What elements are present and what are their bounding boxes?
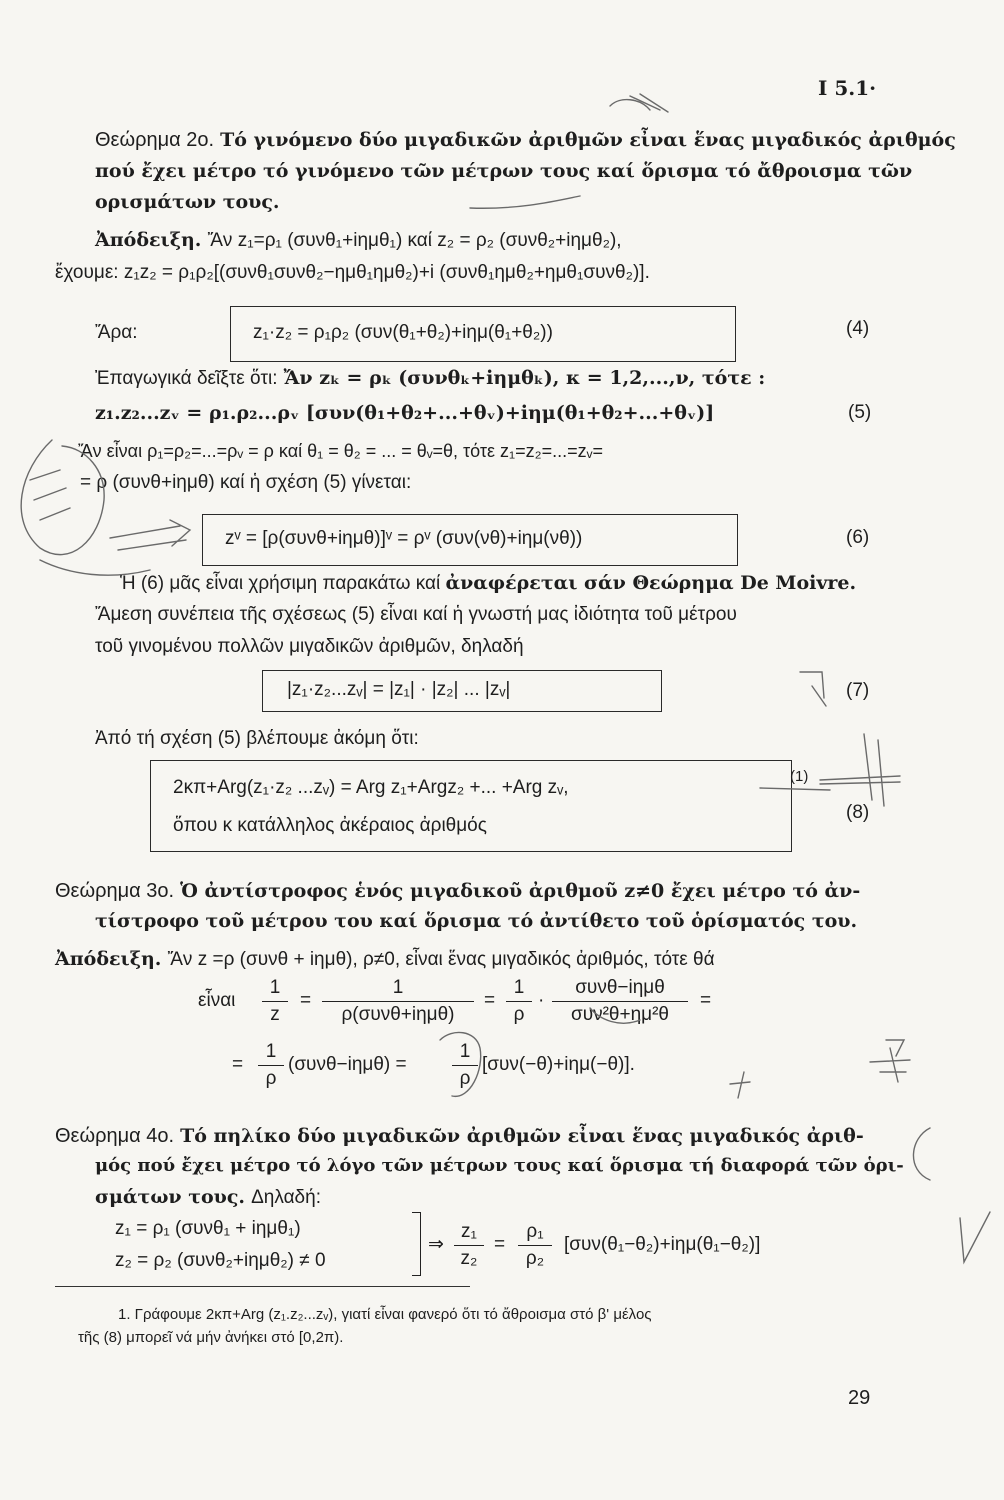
margin-scribble xyxy=(40,560,150,575)
margin-scribble xyxy=(590,1008,640,1023)
fraction-denominator: z xyxy=(270,1004,280,1025)
z2-definition: z₂ = ρ₂ (συνθ₂+iημθ₂) ≠ 0 xyxy=(115,1250,326,1271)
equals-sign: = xyxy=(700,990,712,1011)
relation-line: Ἀπό τή σχέση (5) βλέπουμε ἀκόμη ὅτι: xyxy=(95,728,419,749)
fraction-denominator: ρ xyxy=(265,1068,277,1089)
line2-end: [συν(−θ)+iημ(−θ)]. xyxy=(482,1054,635,1075)
equation-number-7: (7) xyxy=(846,680,870,701)
equals-sign: = xyxy=(300,990,312,1011)
equal-moduli-line: Ἄν εἶναι ρ₁=ρ₂=...=ρᵥ = ρ καί θ₁ = θ₂ = ... = θᵥ=θ, τότε z₁=z₂=...=zᵥ= xyxy=(78,441,603,461)
footnote-marker: (1) xyxy=(790,768,809,785)
fraction-numerator: 1 xyxy=(459,1041,471,1062)
footnote-line-2: τῆς (8) μπορεῖ νά μήν ἀνήκει στό [0,2π). xyxy=(78,1329,344,1346)
theorem2-statement-2: πού ἔχει μέτρο τό γινόμενο τῶν μέτρων τους καί ὅρισμα τό ἄθροισμα τῶν xyxy=(95,160,913,182)
equation-number-6: (6) xyxy=(846,527,870,548)
z1-definition: z₁ = ρ₁ (συνθ₁ + iημθ₁) xyxy=(115,1218,301,1239)
circle-scribble xyxy=(440,1032,481,1096)
equals-sign: = xyxy=(484,990,496,1011)
proof-label: Ἀπόδειξη. xyxy=(95,229,202,251)
fraction-numerator: συνθ−iημθ xyxy=(575,977,665,998)
margin-scribble xyxy=(21,440,104,555)
formula-6: zᵛ = [ρ(συνθ+iημθ)]ᵛ = ρᵛ (συν(νθ)+iημ(νθ)) xyxy=(225,528,583,549)
equation-number-4: (4) xyxy=(846,318,870,339)
equals-sign: = xyxy=(494,1234,506,1255)
induction-intro: Ἐπαγωγικά δεῖξτε ὅτι: xyxy=(95,368,278,389)
line2-middle: (συνθ−iημθ) = xyxy=(288,1054,407,1075)
multiplication-dot: · xyxy=(538,990,545,1011)
formula-7: |z₁·z₂...zᵥ| = |z₁| · |z₂| ... |zᵥ| xyxy=(287,679,511,700)
ara-label: Ἄρα: xyxy=(95,322,138,343)
equation-number-8: (8) xyxy=(846,802,870,823)
theorem4-statement-1: Τό πηλίκο δύο μιγαδικῶν ἀριθμῶν εἶναι ἕνας μιγαδικός ἀριθ- xyxy=(180,1125,864,1147)
equal-moduli-line-2: = ρ (συνθ+iημθ) καί ἡ σχέση (5) γίνεται: xyxy=(80,472,412,493)
formula-4: z₁·z₂ = ρ₁ρ₂ (συν(θ₁+θ₂)+iημ(θ₁+θ₂)) xyxy=(253,322,553,343)
theorem2-title: Θεώρημα 2ο. xyxy=(95,129,215,151)
fraction-numerator: z₁ xyxy=(461,1221,477,1242)
hash-scribble xyxy=(870,1040,910,1082)
fraction-numerator: ρ₁ xyxy=(526,1221,544,1242)
theorem3-proof-label: Ἀπόδειξη. xyxy=(55,948,162,970)
header-scribble xyxy=(610,94,668,112)
theorem4-statement-3: σμάτων τους. xyxy=(95,1186,246,1208)
fraction-numerator: 1 xyxy=(513,977,525,998)
margin-scribble xyxy=(913,1128,930,1180)
quotient-result: [συν(θ₁−θ₂)+iημ(θ₁−θ₂)] xyxy=(564,1234,761,1255)
theorem3-proof-text: Ἄν z =ρ (συνθ + iημθ), ρ≠0, εἶναι ἕνας μιγαδικός ἀριθμός, τότε θά xyxy=(167,949,715,970)
theorem3-statement-2: τίστροφο τοῦ μέτρου του καί ὅρισμα τό ἀντίθετο τοῦ ὁρίσματός του. xyxy=(95,910,858,932)
consequence-line-1: Ἄμεση συνέπεια τῆς σχέσεως (5) εἶναι καί ἡ γνωστή μας ἰδιότητα τοῦ μέτρου xyxy=(95,604,737,625)
fraction-numerator: 1 xyxy=(392,977,404,998)
theorem3-statement-1: Ὁ ἀντίστροφος ἑνός μιγαδικοῦ ἀριθμοῦ z≠0 ἔχει μέτρο τό ἀν- xyxy=(180,880,861,902)
einai-label: εἶναι xyxy=(198,990,236,1011)
fraction-numerator: 1 xyxy=(265,1041,277,1062)
formula-8-line2: ὅπου κ κατάλληλος ἀκέραιος ἀριθμός xyxy=(173,815,487,836)
check-scribble xyxy=(960,1212,990,1262)
demoivre-name: ἀναφέρεται σάν Θεώρημα De Moivre. xyxy=(445,572,857,594)
pencil-arrow xyxy=(110,520,190,550)
fraction-denominator: ρ xyxy=(459,1068,471,1089)
bracket-scribble xyxy=(800,672,826,706)
equals-sign: = xyxy=(232,1054,244,1075)
theorem4-statement-2: μός πού ἔχει μέτρο τό λόγο τῶν μέτρων τους καί ὅρισμα τή διαφορά τῶν ὁρι- xyxy=(95,1155,904,1176)
fraction-denominator: z₂ xyxy=(460,1248,478,1269)
equation-number-5: (5) xyxy=(848,402,872,423)
implies-arrow: ⇒ xyxy=(428,1234,444,1255)
induction-statement: Ἄν zₖ = ρₖ (συνθₖ+iημθₖ), κ = 1,2,...,ν, τότε : xyxy=(283,367,766,389)
fraction-denominator: ρ xyxy=(513,1004,525,1025)
theorem2-statement-3: ορισμάτων τους. xyxy=(95,191,280,213)
margin-scribble xyxy=(30,470,70,520)
proof-text-2: ἔχουμε: z₁z₂ = ρ₁ρ₂[(συνθ₁συνθ₂−ημθ₁ημθ₂)+i (συνθ₁ημθ₂+ημθ₁συνθ₂)]. xyxy=(55,262,650,283)
underline-scribble xyxy=(470,196,580,208)
formula-5: z₁.z₂...zᵥ = ρ₁.ρ₂...ρᵥ [συν(θ₁+θ₂+...+θᵥ)+iημ(θ₁+θ₂+...+θᵥ)] xyxy=(95,402,715,424)
consequence-line-2: τοῦ γινομένου πολλῶν μιγαδικῶν ἀριθμῶν, δηλαδή xyxy=(95,636,524,657)
proof-text-1: Ἄν z₁=ρ₁ (συνθ₁+iημθ₁) καί z₂ = ρ₂ (συνθ₂+iημθ₂), xyxy=(207,230,622,251)
fraction-numerator: 1 xyxy=(269,977,281,998)
cross-scribble xyxy=(730,1072,750,1098)
page-number: 29 xyxy=(848,1387,871,1409)
footnote-line-1: 1. Γράφουμε 2κπ+Arg (z₁.z₂...zᵥ), γιατί εἶναι φανερό ὅτι τό ἄθροισμα στό β' μέλος xyxy=(118,1306,652,1323)
section-header: Ι 5.1· xyxy=(818,76,877,100)
fraction-denominator: ρ(συνθ+iημθ) xyxy=(341,1004,455,1025)
theorem4-dilady: Δηλαδή: xyxy=(251,1187,321,1208)
demoivre-text: Ἡ (6) μᾶς εἶναι χρήσιμη παρακάτω καί xyxy=(120,573,446,594)
theorem4-title: Θεώρημα 4ο. xyxy=(55,1125,175,1147)
theorem2-statement-1: Τό γινόμενο δύο μιγαδικῶν ἀριθμῶν εἶναι ἕνας μιγαδικός ἀριθμός xyxy=(220,129,956,151)
theorem3-title: Θεώρημα 3ο. xyxy=(55,880,175,902)
cross-scribble xyxy=(760,734,900,806)
fraction-denominator: ρ₂ xyxy=(525,1248,545,1269)
formula-8-line1: 2κπ+Arg(z₁·z₂ ...zᵥ) = Arg z₁+Argz₂ +... +Arg zᵥ, xyxy=(173,777,569,798)
fraction-denominator: συν²θ+ημ²θ xyxy=(570,1004,669,1025)
